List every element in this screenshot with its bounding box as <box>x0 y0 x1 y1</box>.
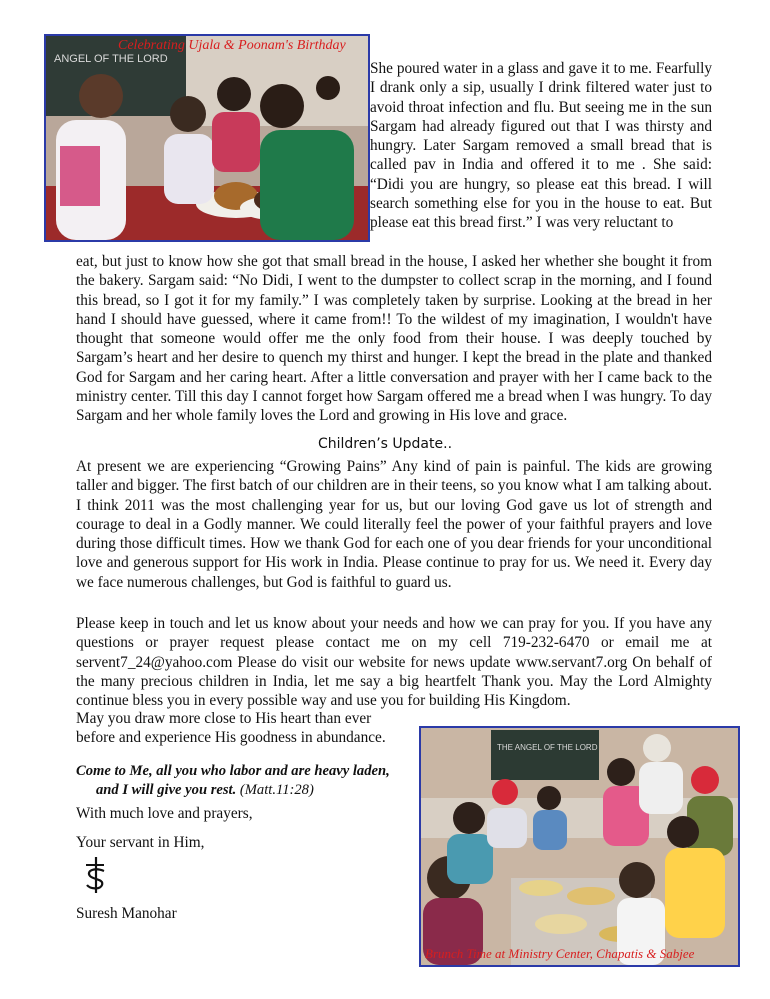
quote-line-2: and I will give you rest. <box>96 782 237 798</box>
birthday-photo-caption: Celebrating Ujala & Poonam's Birthday <box>118 38 346 53</box>
contact-text: Please keep in touch and let us know about your needs and how we can pray for you. If you have any questions or prayer request please contact me on my cell 719-232-6470 or email me at servent7_24@yahoo.com Please do visit our website for news update www.servant7.org On behalf of the many precious children in India, let me say a big heartfelt Thank you. May the Lord Almighty continue bless you in every possible way and use you for building His Kingdom. <box>76 615 712 710</box>
signature-mark <box>82 855 110 895</box>
closing-love: With much love and prayers, <box>76 805 253 822</box>
closing-name: Suresh Manohar <box>76 905 177 922</box>
closing-servant: Your servant in Him, <box>76 834 205 851</box>
story-text-full-width: eat, but just to know how she got that small bread in the house, I asked her whether she bought it from the bakery. Sargam said: “No Didi, I went to the dumpster to collect scrap in the morning, and I found this bread, so I got it for my family.” I was completely taken by surprise. Looking at the bread in her hand I should have guessed, where it came from!! To the wildest of my imagination, I wouldn't have thought that someone would offer me the only food from their house. I was deeply touched by Sargam’s heart and her desire to quench my thirst and hunger. I kept the bread in the plate and thanked God for Sargam and her caring heart. After a little conversation and prayer with her I came back to the ministry center. Till this day I cannot forget how Sargam offered me a bread when I was hungry. To day Sargam and her whole family loves the Lord and growing in His love and grace. <box>76 253 712 425</box>
brunch-photo-caption: Brunch Time at Ministry Center, Chapatis & Sabjee <box>425 946 695 961</box>
birthday-photo-image <box>46 36 368 240</box>
quote-line-2-wrap <box>76 781 421 800</box>
blessing-line-2: before and experience His goodness in abundance. <box>76 729 386 747</box>
story-paragraph-part1 <box>370 59 712 233</box>
blessing-line-1: May you draw more close to His heart than ever <box>76 710 372 727</box>
story-paragraph-part2 <box>76 252 712 426</box>
brunch-photo-image <box>421 728 738 965</box>
quote-line-1: Come to Me, all you who labor and are heavy laden, <box>76 763 390 779</box>
childrens-update-paragraph <box>76 457 712 592</box>
birthday-photo <box>44 34 370 242</box>
story-text-beside-photo: She poured water in a glass and gave it to me. Fearfully I drank only a sip, usually I drink filtered water just to avoid throat infection and flu. But seeing me in the sun Sargam had already figured out that I was thirsty and hungry. Later Sargam removed a small bread that is called pav in India and offered it to me . She said: “Didi you are hungry, so please eat this bread. I will search something else for you in the house to eat. But please eat this bread first.” I was very reluctant to <box>370 60 712 232</box>
quote-reference: (Matt.11:28) <box>236 782 314 798</box>
childrens-update-text: At present we are experiencing “Growing Pains” Any kind of pain is painful. The kids are growing taller and bigger. The first batch of our children are in their teens, so you know what I am talking about. I think 2011 was the most challenging year for us, but our loving God gave us lot of strength and courage to deal in a Godly manner. We could literally feel the power of your faithful prayers and love during those difficult times. How we thank God for each one of you dear friends for your unconditional love and generous support for His work in India. Please continue to pray for us. We need it. Every day we face numerous challenges, but God is faithful to guard us. <box>76 458 712 591</box>
scripture-quote <box>76 762 421 800</box>
contact-paragraph <box>76 614 712 710</box>
childrens-update-heading: Children’s Update.. <box>317 436 453 452</box>
blessing-paragraph <box>76 709 421 748</box>
board-text: ANGEL OF THE LORD <box>54 53 168 65</box>
brunch-photo <box>419 726 740 967</box>
board-text: THE ANGEL OF THE LORD <box>497 743 598 752</box>
